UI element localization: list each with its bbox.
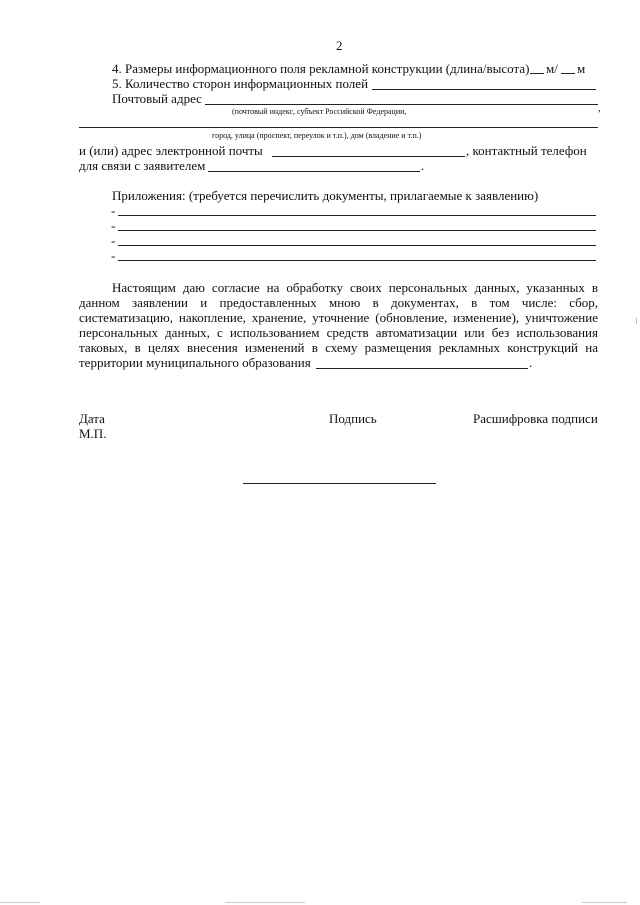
attachment-field-4[interactable] (118, 260, 596, 261)
consent-line-2: данном заявлении и предоставленных мною в документах, в том числе: сбор, (79, 295, 598, 310)
item4-unit-1: м/ (546, 61, 558, 76)
attachment-field-3[interactable] (118, 245, 596, 246)
scan-mark-bottom-center (225, 902, 305, 903)
stamp-label: М.П. (79, 426, 107, 441)
signature-decode-label: Расшифровка подписи (473, 411, 598, 426)
consent-period: . (529, 355, 533, 370)
consent-line-3: систематизацию, накопление, хранение, уточнение (обновление, изменение), уничтожение (79, 310, 598, 325)
attachment-field-1[interactable] (118, 215, 596, 216)
postal-hint-2: город, улица (проспект, переулок и т.п.), дом (владение и т.п.) (212, 131, 422, 140)
postal-comma: , (598, 103, 601, 114)
email-field[interactable] (272, 156, 465, 157)
scan-mark-bottom-left (0, 902, 40, 903)
postal-hint-1: (почтовый индекс, субъект Российской Федерации, (232, 107, 407, 116)
height-field[interactable] (561, 73, 575, 74)
item4-label: 4. Размеры информационного поля рекламной конструкции (длина/высота) (112, 61, 530, 76)
phone-field[interactable] (208, 171, 420, 172)
length-field[interactable] (530, 73, 544, 74)
attachments-heading: Приложения: (требуется перечислить документы, прилагаемые к заявлению) (112, 188, 539, 203)
consent-line-4: персональных данных, с использованием средств автоматизации или без использования (79, 325, 598, 340)
attachment-dash-2: - (111, 218, 116, 233)
phone-label: , контактный телефон (466, 143, 587, 158)
email-label: и (или) адрес электронной почты (79, 143, 263, 158)
attachment-field-2[interactable] (118, 230, 596, 231)
postal-label: Почтовый адрес (112, 91, 202, 106)
scan-mark-right (636, 318, 637, 324)
separator-line (243, 483, 436, 484)
sides-count-field[interactable] (372, 89, 596, 90)
contact-label: для связи с заявителем (79, 158, 206, 173)
scan-mark-bottom-right (582, 902, 627, 903)
consent-line-1: Настоящим даю согласие на обработку своих персональных данных, указанных в (112, 280, 598, 295)
signature-label: Подпись (329, 411, 377, 426)
postal-address-field[interactable] (205, 104, 598, 105)
consent-line-5: таковых, в целях внесения изменений в схему размещения рекламных конструкций на (79, 340, 598, 355)
consent-line-6: территории муниципального образования (79, 355, 311, 370)
attachment-dash-4: - (111, 248, 116, 263)
item4-unit-2: м (577, 61, 586, 76)
municipality-field[interactable] (316, 368, 528, 369)
contact-period: . (421, 158, 425, 173)
page-number: 2 (336, 38, 343, 53)
date-label: Дата (79, 411, 105, 426)
attachment-dash-3: - (111, 233, 116, 248)
attachment-dash-1: - (111, 203, 116, 218)
postal-address-field-2[interactable] (79, 127, 598, 128)
item5-label: 5. Количество сторон информационных полей (112, 76, 369, 91)
